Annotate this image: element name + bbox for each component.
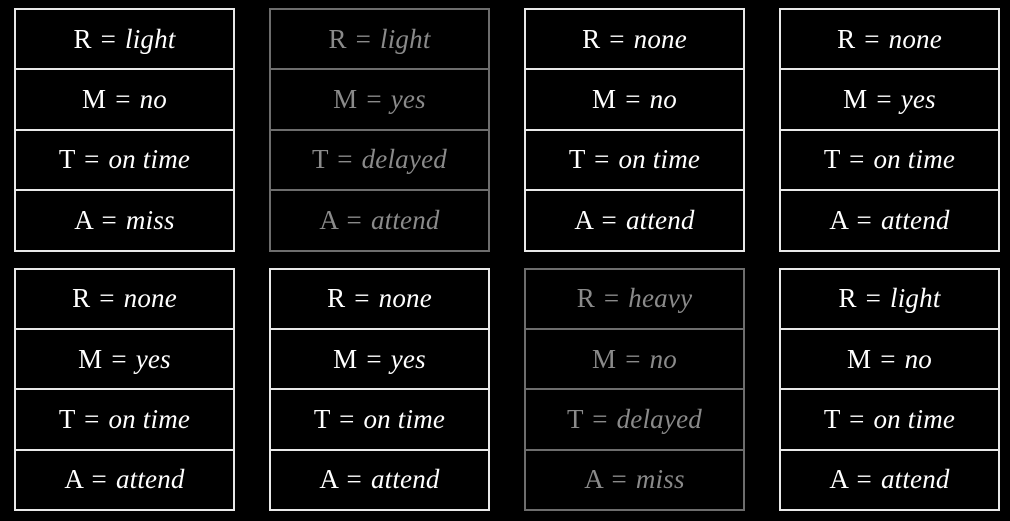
attribute-row xyxy=(14,268,235,328)
equals-sign: = xyxy=(592,403,608,434)
equals-sign: = xyxy=(346,464,362,495)
attribute-text xyxy=(58,403,191,434)
attribute-card xyxy=(269,8,490,252)
attribute-value: attend xyxy=(370,464,440,495)
attribute-value: light xyxy=(890,283,941,314)
attribute-row xyxy=(524,68,745,128)
attribute-text xyxy=(843,86,936,113)
attribute-row xyxy=(14,8,235,68)
attribute-row xyxy=(14,129,235,189)
equals-sign: = xyxy=(100,23,117,54)
attribute-key: R xyxy=(73,23,92,54)
attribute-key: A xyxy=(319,464,338,495)
attribute-text xyxy=(313,403,446,434)
attribute-key: A xyxy=(584,464,603,495)
attribute-key: T xyxy=(823,144,841,175)
attribute-value: on time xyxy=(363,403,446,434)
attribute-row xyxy=(524,129,745,189)
attribute-text xyxy=(837,23,942,54)
attribute-row xyxy=(779,129,1000,189)
attribute-row xyxy=(14,68,235,128)
attribute-key: A xyxy=(64,464,83,495)
equals-sign: = xyxy=(111,343,127,374)
attribute-row xyxy=(269,129,490,189)
attribute-key: T xyxy=(567,403,584,434)
equals-sign: = xyxy=(337,144,353,175)
attribute-row xyxy=(269,388,490,448)
attribute-text xyxy=(838,285,940,312)
attribute-row xyxy=(524,388,745,448)
attribute-text xyxy=(59,146,190,173)
attribute-key: R xyxy=(838,283,857,314)
attribute-row xyxy=(779,8,1000,68)
attribute-value: on time xyxy=(873,403,956,434)
attribute-row xyxy=(269,189,490,251)
equals-sign: = xyxy=(99,283,115,314)
attribute-card xyxy=(779,268,1000,512)
attribute-row xyxy=(14,328,235,388)
attribute-key: A xyxy=(574,204,593,235)
equals-sign: = xyxy=(864,23,880,54)
attribute-value: none xyxy=(888,23,942,54)
attribute-value: yes xyxy=(390,84,426,115)
attribute-key: T xyxy=(312,144,329,175)
attribute-row xyxy=(14,388,235,448)
attribute-text xyxy=(577,285,693,312)
attribute-text xyxy=(328,23,431,54)
equals-sign: = xyxy=(865,283,882,314)
attribute-value: none xyxy=(633,23,687,54)
attribute-value: yes xyxy=(390,343,426,374)
attribute-text xyxy=(319,466,439,493)
attribute-row xyxy=(779,68,1000,128)
attribute-text xyxy=(78,343,171,374)
attribute-key: T xyxy=(313,403,331,434)
attribute-key: R xyxy=(582,23,601,54)
attribute-row xyxy=(524,8,745,68)
attribute-key: R xyxy=(327,283,346,314)
attribute-card xyxy=(524,268,745,512)
attribute-value: attend xyxy=(625,204,695,235)
attribute-text xyxy=(592,86,677,113)
attribute-value: light xyxy=(125,23,176,54)
equals-sign: = xyxy=(609,23,625,54)
equals-sign: = xyxy=(115,84,131,115)
attribute-key: R xyxy=(328,23,347,54)
attribute-value: delayed xyxy=(616,403,702,434)
attribute-text xyxy=(823,403,956,434)
attribute-row xyxy=(779,388,1000,448)
attribute-text xyxy=(574,204,695,235)
equals-sign: = xyxy=(354,283,370,314)
attribute-text xyxy=(582,23,687,54)
equals-sign: = xyxy=(603,283,620,314)
attribute-value: miss xyxy=(125,204,175,235)
attribute-value: on time xyxy=(873,144,956,175)
attribute-row xyxy=(524,268,745,328)
attribute-row xyxy=(779,449,1000,511)
equals-sign: = xyxy=(611,464,627,495)
attribute-text xyxy=(82,86,167,113)
attribute-value: miss xyxy=(635,464,685,495)
attribute-value: light xyxy=(380,23,431,54)
attribute-key: M xyxy=(843,84,868,115)
attribute-value: on time xyxy=(108,144,191,175)
attribute-card xyxy=(524,8,745,252)
attribute-card xyxy=(779,8,1000,252)
attribute-value: yes xyxy=(135,343,171,374)
attribute-key: M xyxy=(592,343,617,374)
equals-sign: = xyxy=(339,403,355,434)
equals-sign: = xyxy=(84,403,100,434)
attribute-value: none xyxy=(123,283,177,314)
attribute-text xyxy=(333,343,426,374)
attribute-card xyxy=(14,268,235,512)
attribute-text xyxy=(74,204,175,235)
equals-sign: = xyxy=(856,464,872,495)
equals-sign: = xyxy=(101,204,117,235)
attribute-key: A xyxy=(829,464,848,495)
equals-sign: = xyxy=(366,343,382,374)
attribute-key: M xyxy=(847,343,872,374)
attribute-key: A xyxy=(319,204,338,235)
attribute-value: no xyxy=(139,84,167,115)
attribute-value: none xyxy=(378,283,432,314)
attribute-card xyxy=(269,268,490,512)
attribute-row xyxy=(524,189,745,251)
attribute-row xyxy=(779,328,1000,388)
attribute-row xyxy=(779,268,1000,328)
attribute-text xyxy=(592,343,677,374)
attribute-value: attend xyxy=(115,464,185,495)
attribute-value: attend xyxy=(880,464,950,495)
attribute-key: R xyxy=(72,283,91,314)
equals-sign: = xyxy=(856,204,872,235)
attribute-row xyxy=(524,449,745,511)
attribute-card xyxy=(14,8,235,252)
attribute-key: R xyxy=(576,283,595,314)
equals-sign: = xyxy=(355,23,372,54)
attribute-value: no xyxy=(904,343,932,374)
attribute-key: M xyxy=(333,343,358,374)
attribute-key: M xyxy=(82,84,107,115)
attribute-row xyxy=(14,189,235,251)
equals-sign: = xyxy=(849,144,865,175)
attribute-text xyxy=(824,146,955,173)
attribute-key: A xyxy=(829,204,848,235)
attribute-key: A xyxy=(74,204,93,235)
attribute-value: attend xyxy=(880,204,950,235)
attribute-row xyxy=(524,328,745,388)
equals-sign: = xyxy=(849,403,865,434)
attribute-row xyxy=(269,449,490,511)
attribute-key: M xyxy=(333,84,358,115)
attribute-text xyxy=(312,146,447,173)
attribute-text xyxy=(64,466,184,493)
attribute-text xyxy=(319,204,440,235)
equals-sign: = xyxy=(601,204,617,235)
attribute-text xyxy=(829,466,949,493)
attribute-row xyxy=(269,8,490,68)
attribute-row xyxy=(269,68,490,128)
attribute-key: T xyxy=(58,403,76,434)
attribute-row xyxy=(269,268,490,328)
attribute-text xyxy=(72,285,177,312)
equals-sign: = xyxy=(366,84,382,115)
attribute-text xyxy=(73,23,176,54)
attribute-value: delayed xyxy=(361,144,447,175)
attribute-key: M xyxy=(592,84,617,115)
attribute-text xyxy=(829,204,950,235)
attribute-value: no xyxy=(649,84,677,115)
attribute-text xyxy=(847,343,932,374)
attribute-key: M xyxy=(78,343,103,374)
attribute-value: yes xyxy=(900,84,936,115)
attribute-text xyxy=(327,285,432,312)
attribute-value: on time xyxy=(108,403,191,434)
attribute-key: T xyxy=(58,144,76,175)
equals-sign: = xyxy=(880,343,896,374)
attribute-text xyxy=(333,86,426,113)
attribute-row xyxy=(269,328,490,388)
equals-sign: = xyxy=(625,84,641,115)
attribute-text xyxy=(569,146,700,173)
attribute-key: T xyxy=(823,403,841,434)
attribute-key: T xyxy=(568,144,586,175)
equals-sign: = xyxy=(346,204,362,235)
attribute-value: no xyxy=(649,343,677,374)
attribute-row xyxy=(779,189,1000,251)
attribute-text xyxy=(567,403,702,434)
equals-sign: = xyxy=(594,144,610,175)
equals-sign: = xyxy=(84,144,100,175)
attribute-value: heavy xyxy=(628,283,693,314)
attribute-text xyxy=(584,466,684,493)
attribute-value: attend xyxy=(370,204,440,235)
attribute-key: R xyxy=(837,23,856,54)
equals-sign: = xyxy=(91,464,107,495)
attribute-row xyxy=(14,449,235,511)
equals-sign: = xyxy=(625,343,641,374)
equals-sign: = xyxy=(876,84,892,115)
attribute-value: on time xyxy=(618,144,701,175)
